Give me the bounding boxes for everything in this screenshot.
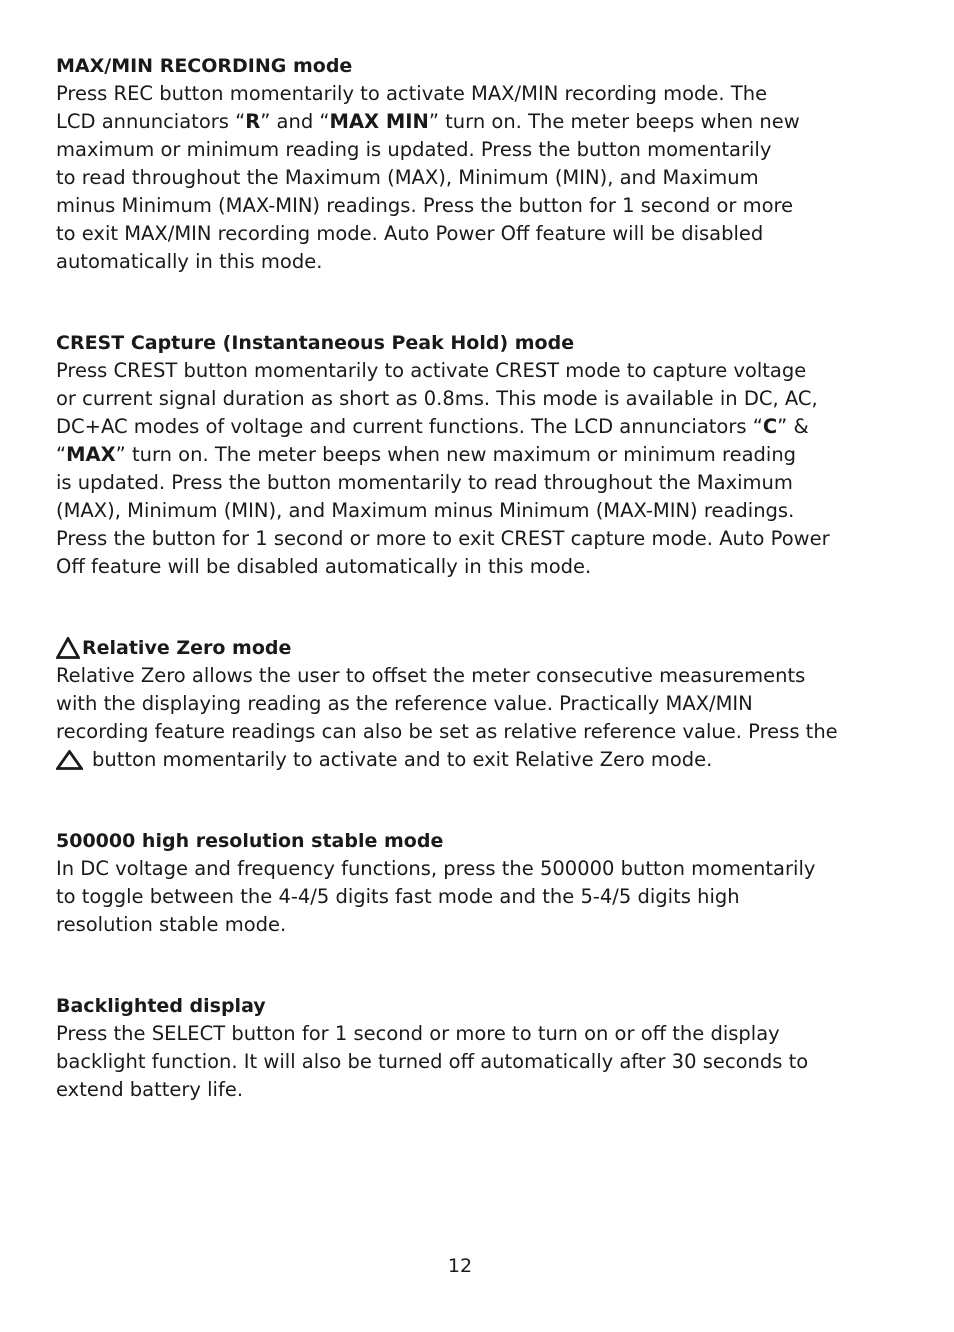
body-line	[56, 746, 876, 774]
body-line: to exit MAX/MIN recording mode. Auto Power Off feature will be disabled	[56, 222, 764, 245]
body-line: extend battery life.	[56, 1078, 244, 1101]
text-run: button momentarily to activate and to exit Relative Zero mode.	[92, 748, 713, 771]
section-heading: MAX/MIN RECORDING mode	[56, 55, 353, 77]
body-line: is updated. Press the button momentarily to read throughout the Maximum	[56, 471, 793, 494]
body-line: Press the SELECT button for 1 second or more to turn on or off the display	[56, 1022, 780, 1045]
body-line: resolution stable mode.	[56, 913, 287, 936]
section-crest-capture	[56, 329, 876, 581]
body-line: maximum or minimum reading is updated. Press the button momentarily	[56, 138, 772, 161]
body-line: to read throughout the Maximum (MAX), Minimum (MIN), and Maximum	[56, 166, 759, 189]
annunciator-c: C	[762, 415, 778, 438]
text-run: ” &	[777, 415, 809, 438]
body-line: Press REC button momentarily to activate MAX/MIN recording mode. The	[56, 82, 768, 105]
section-heading	[56, 634, 876, 662]
section-heading: 500000 high resolution stable mode	[56, 830, 444, 852]
section-heading: Backlighted display	[56, 995, 266, 1017]
annunciator-r: R	[245, 110, 261, 133]
body-line: Press the button for 1 second or more to exit CREST capture mode. Auto Power	[56, 527, 830, 550]
section-heading-label: Relative Zero mode	[82, 637, 292, 659]
body-line: automatically in this mode.	[56, 250, 323, 273]
body-line: minus Minimum (MAX-MIN) readings. Press the button for 1 second or more	[56, 194, 794, 217]
body-line: backlight function. It will also be turned off automatically after 30 seconds to	[56, 1050, 809, 1073]
body-line: Press CREST button momentarily to activate CREST mode to capture voltage	[56, 359, 807, 382]
body-line: Off feature will be disabled automatically in this mode.	[56, 555, 592, 578]
manual-page-content	[56, 52, 876, 1104]
text-run: DC+AC modes of voltage and current functions. The LCD annunciators “	[56, 415, 763, 438]
annunciator-max-min: MAX MIN	[329, 110, 429, 133]
page-number: 12	[447, 1255, 473, 1277]
text-run: ” turn on. The meter beeps when new maximum or minimum reading	[115, 443, 797, 466]
text-run: ” turn on. The meter beeps when new	[428, 110, 800, 133]
section-max-min-recording	[56, 52, 876, 276]
text-run: LCD annunciators “	[56, 110, 246, 133]
section-relative-zero	[56, 634, 876, 774]
body-line: or current signal duration as short as 0.8ms. This mode is available in DC, AC,	[56, 387, 818, 410]
body-line: (MAX), Minimum (MIN), and Maximum minus Minimum (MAX-MIN) readings.	[56, 499, 795, 522]
section-high-resolution	[56, 827, 876, 939]
body-line: recording feature readings can also be set as relative reference value. Press the	[56, 720, 838, 743]
section-heading: CREST Capture (Instantaneous Peak Hold) mode	[56, 332, 575, 354]
delta-triangle-icon	[56, 750, 83, 770]
body-line	[56, 413, 876, 441]
body-line: In DC voltage and frequency functions, press the 500000 button momentarily	[56, 857, 816, 880]
delta-triangle-icon	[56, 637, 80, 659]
body-line: with the displaying reading as the reference value. Practically MAX/MIN	[56, 692, 753, 715]
annunciator-max: MAX	[66, 443, 116, 466]
body-line: to toggle between the 4-4/5 digits fast mode and the 5-4/5 digits high	[56, 885, 740, 908]
body-line	[56, 108, 876, 136]
body-line	[56, 441, 876, 469]
text-run: ” and “	[260, 110, 330, 133]
text-run: “	[56, 443, 67, 466]
section-backlighted-display	[56, 992, 876, 1104]
body-line: Relative Zero allows the user to offset the meter consecutive measurements	[56, 664, 806, 687]
